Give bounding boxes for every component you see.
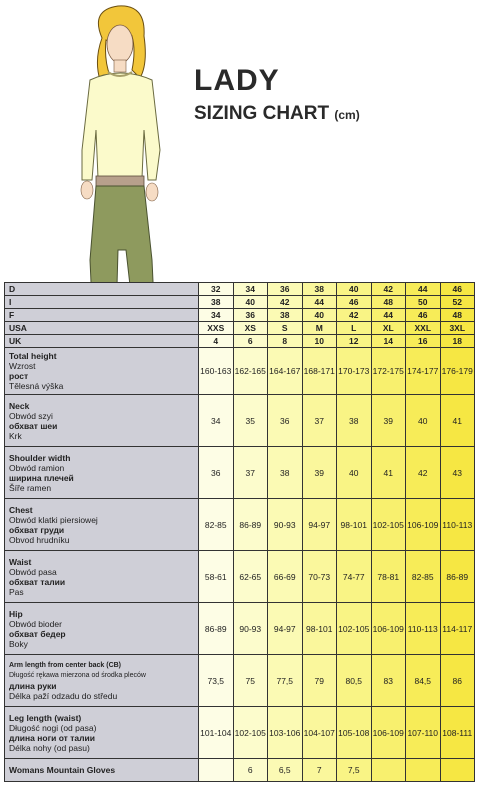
measurement-value-cell: 103-106 — [268, 707, 303, 759]
size-value-cell: 34 — [199, 309, 234, 322]
size-value-cell: S — [268, 322, 303, 335]
size-system-label: F — [5, 309, 199, 322]
gloves-value-cell — [371, 759, 406, 782]
measurement-label — [5, 603, 199, 655]
measurement-label-line: Délka nohy (od pasu) — [9, 742, 90, 753]
measurement-value-cell: 86 — [440, 655, 475, 707]
size-system-row — [5, 309, 475, 322]
measurement-label-line: обхват груди — [9, 524, 65, 535]
measurement-label-line: Wzrost — [9, 361, 36, 371]
measurement-row — [5, 551, 475, 603]
measurement-label-line: обхват шеи — [9, 420, 58, 431]
measurement-value-cell: 83 — [371, 655, 406, 707]
size-value-cell: 46 — [440, 283, 475, 296]
measurement-value-cell: 70-73 — [302, 551, 337, 603]
measurement-value-cell: 73,5 — [199, 655, 234, 707]
gloves-value-cell: 7,5 — [337, 759, 372, 782]
measurement-label-line: Obvod hrudníku — [9, 534, 70, 545]
measurement-label-line: Obwód bioder — [9, 618, 62, 629]
size-value-cell: 44 — [406, 283, 441, 296]
measurement-row — [5, 603, 475, 655]
measurement-value-cell: 98-101 — [337, 499, 372, 551]
measurement-row — [5, 447, 475, 499]
size-value-cell: XL — [371, 322, 406, 335]
measurement-value-cell: 41 — [371, 447, 406, 499]
size-value-cell: 32 — [199, 283, 234, 296]
measurement-value-cell: 110-113 — [406, 603, 441, 655]
size-value-cell: 42 — [337, 309, 372, 322]
measurement-row — [5, 395, 475, 447]
size-system-label: D — [5, 283, 199, 296]
measurement-label-line: Hip — [9, 608, 23, 619]
measurement-value-cell: 80,5 — [337, 655, 372, 707]
measurement-value-cell: 43 — [440, 447, 475, 499]
size-value-cell: 38 — [199, 296, 234, 309]
measurement-label — [5, 655, 199, 707]
size-system-row — [5, 335, 475, 348]
measurement-label-line: Długość nogi (od pasa) — [9, 722, 97, 733]
size-value-cell: 48 — [440, 309, 475, 322]
measurement-label — [5, 499, 199, 551]
measurement-value-cell: 110-113 — [440, 499, 475, 551]
measurement-label-line: длина ноги от талии — [9, 732, 95, 743]
size-value-cell: 38 — [268, 309, 303, 322]
size-value-cell: 42 — [268, 296, 303, 309]
measurement-label-line: Krk — [9, 430, 22, 441]
measurement-label-line: Długość rękawa mierzona od środka pleców — [9, 671, 146, 679]
measurement-row — [5, 655, 475, 707]
measurement-value-cell: 160-163 — [199, 348, 234, 395]
measurement-label-line: обхват бедер — [9, 628, 66, 639]
gloves-value-cell — [440, 759, 475, 782]
subtitle-text: SIZING CHART — [194, 103, 330, 124]
measurement-label-line: обхват талии — [9, 576, 66, 587]
measurement-value-cell: 38 — [337, 395, 372, 447]
measurement-value-cell: 66-69 — [268, 551, 303, 603]
size-value-cell: 52 — [440, 296, 475, 309]
measurement-value-cell: 108-111 — [440, 707, 475, 759]
measurement-value-cell: 40 — [406, 395, 441, 447]
measurement-value-cell: 162-165 — [233, 348, 268, 395]
measurement-label-line: рост — [9, 371, 29, 381]
measurement-value-cell: 37 — [302, 395, 337, 447]
measurement-label-line: длина руки — [9, 680, 57, 691]
measurement-value-cell: 62-65 — [233, 551, 268, 603]
measurement-value-cell: 34 — [199, 395, 234, 447]
gloves-value-cell: 6 — [233, 759, 268, 782]
size-value-cell: 50 — [406, 296, 441, 309]
measurement-value-cell: 105-108 — [337, 707, 372, 759]
measurement-label — [5, 551, 199, 603]
size-value-cell: 3XL — [440, 322, 475, 335]
measurement-value-cell: 82-85 — [406, 551, 441, 603]
measurement-label — [5, 447, 199, 499]
title: LADY — [194, 64, 280, 97]
size-value-cell: 6 — [233, 335, 268, 348]
size-value-cell: 40 — [302, 309, 337, 322]
unit-label: (cm) — [334, 108, 360, 122]
size-value-cell: 46 — [337, 296, 372, 309]
size-system-row — [5, 283, 475, 296]
measurement-value-cell: 98-101 — [302, 603, 337, 655]
size-system-row — [5, 322, 475, 335]
measurement-label — [5, 395, 199, 447]
measurement-value-cell: 58-61 — [199, 551, 234, 603]
measurement-value-cell: 94-97 — [302, 499, 337, 551]
size-value-cell: 34 — [233, 283, 268, 296]
size-value-cell: 48 — [371, 296, 406, 309]
measurement-value-cell: 78-81 — [371, 551, 406, 603]
measurement-label-line: Leg length (waist) — [9, 712, 82, 723]
gloves-value-cell: 7 — [302, 759, 337, 782]
measurement-label-line: Tělesná výška — [9, 381, 64, 391]
size-system-label: UK — [5, 335, 199, 348]
size-value-cell: 36 — [233, 309, 268, 322]
size-value-cell: 40 — [233, 296, 268, 309]
measurement-value-cell: 74-77 — [337, 551, 372, 603]
measurement-label-line: Obwód pasa — [9, 566, 57, 577]
measurement-row — [5, 499, 475, 551]
measurement-value-cell: 94-97 — [268, 603, 303, 655]
size-value-cell: L — [337, 322, 372, 335]
measurement-value-cell: 37 — [233, 447, 268, 499]
measurement-value-cell: 35 — [233, 395, 268, 447]
measurement-value-cell: 90-93 — [268, 499, 303, 551]
measurement-value-cell: 90-93 — [233, 603, 268, 655]
subtitle — [194, 103, 360, 125]
measurement-value-cell: 86-89 — [199, 603, 234, 655]
measurement-value-cell: 107-110 — [406, 707, 441, 759]
measurement-label-line: Šíře ramen — [9, 482, 52, 493]
size-value-cell: M — [302, 322, 337, 335]
measurement-row — [5, 707, 475, 759]
size-system-label: I — [5, 296, 199, 309]
measurement-label-line: Arm length from center back (CB) — [9, 661, 122, 669]
measurement-label-line: Neck — [9, 400, 30, 411]
size-value-cell: XXS — [199, 322, 234, 335]
measurement-value-cell: 170-173 — [337, 348, 372, 395]
gloves-row — [5, 759, 475, 782]
measurement-value-cell: 102-105 — [371, 499, 406, 551]
gloves-value-cell — [199, 759, 234, 782]
measurement-value-cell: 101-104 — [199, 707, 234, 759]
measurement-value-cell: 36 — [199, 447, 234, 499]
measurement-label-line: Waist — [9, 556, 32, 567]
measurement-label-line: Obwód ramion — [9, 462, 65, 473]
measurement-value-cell: 174-177 — [406, 348, 441, 395]
size-value-cell: 16 — [406, 335, 441, 348]
size-value-cell: 40 — [337, 283, 372, 296]
measurement-value-cell: 114-117 — [440, 603, 475, 655]
measurement-label — [5, 348, 199, 395]
measurement-value-cell: 104-107 — [302, 707, 337, 759]
size-value-cell: 36 — [268, 283, 303, 296]
measurement-value-cell: 41 — [440, 395, 475, 447]
measurement-value-cell: 102-105 — [233, 707, 268, 759]
size-value-cell: 10 — [302, 335, 337, 348]
measurement-value-cell: 75 — [233, 655, 268, 707]
measurement-label-line: Chest — [9, 504, 33, 515]
measurement-value-cell: 86-89 — [440, 551, 475, 603]
measurement-label-line: Total height — [9, 351, 57, 361]
gloves-value-cell: 6,5 — [268, 759, 303, 782]
measurement-value-cell: 40 — [337, 447, 372, 499]
size-value-cell: 14 — [371, 335, 406, 348]
measurement-value-cell: 172-175 — [371, 348, 406, 395]
size-system-label: USA — [5, 322, 199, 335]
measurement-value-cell: 164-167 — [268, 348, 303, 395]
measurement-value-cell: 82-85 — [199, 499, 234, 551]
size-value-cell: 18 — [440, 335, 475, 348]
measurement-value-cell: 84,5 — [406, 655, 441, 707]
measurement-value-cell: 38 — [268, 447, 303, 499]
size-value-cell: 4 — [199, 335, 234, 348]
measurement-value-cell: 176-179 — [440, 348, 475, 395]
measurement-value-cell: 106-109 — [371, 603, 406, 655]
measurement-label-line: Shoulder width — [9, 452, 71, 463]
measurement-value-cell: 42 — [406, 447, 441, 499]
sizing-table — [4, 282, 475, 782]
measurement-value-cell: 39 — [302, 447, 337, 499]
size-value-cell: 42 — [371, 283, 406, 296]
measurement-value-cell: 79 — [302, 655, 337, 707]
measurement-row — [5, 348, 475, 395]
size-value-cell: 44 — [302, 296, 337, 309]
measurement-label-line: Délka paží odzadu do středu — [9, 690, 118, 701]
size-value-cell: 44 — [371, 309, 406, 322]
measurement-value-cell: 39 — [371, 395, 406, 447]
size-value-cell: 38 — [302, 283, 337, 296]
size-value-cell: 46 — [406, 309, 441, 322]
measurement-label-line: Obwód szyi — [9, 410, 53, 421]
size-value-cell: 8 — [268, 335, 303, 348]
size-value-cell: XXL — [406, 322, 441, 335]
measurement-value-cell: 106-109 — [406, 499, 441, 551]
measurement-label-line: ширина плечей — [9, 472, 74, 483]
measurement-value-cell: 86-89 — [233, 499, 268, 551]
measurement-label-line: Obwód klatki piersiowej — [9, 514, 98, 525]
measurement-value-cell: 168-171 — [302, 348, 337, 395]
measurement-label — [5, 707, 199, 759]
measurement-value-cell: 106-109 — [371, 707, 406, 759]
measurement-value-cell: 77,5 — [268, 655, 303, 707]
gloves-label: Womans Mountain Gloves — [5, 759, 199, 782]
measurement-label-line: Pas — [9, 586, 24, 597]
size-value-cell: 12 — [337, 335, 372, 348]
measurement-label-line: Boky — [9, 638, 28, 649]
size-value-cell: XS — [233, 322, 268, 335]
measurement-value-cell: 36 — [268, 395, 303, 447]
gloves-value-cell — [406, 759, 441, 782]
measurement-value-cell: 102-105 — [337, 603, 372, 655]
size-system-row — [5, 296, 475, 309]
